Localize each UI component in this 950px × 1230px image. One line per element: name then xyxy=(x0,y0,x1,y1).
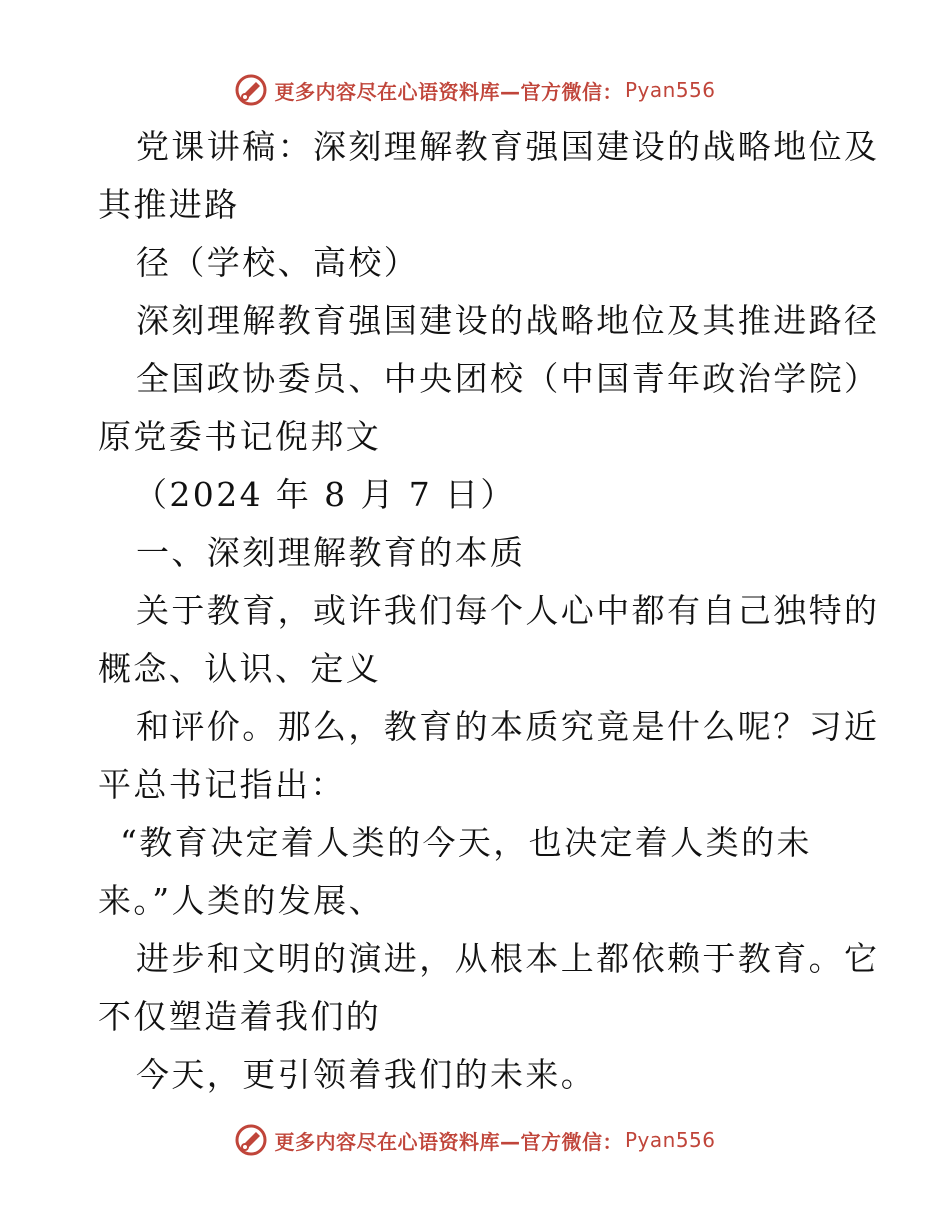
watermark-text: 更多内容尽在心语资料库—官方微信： xyxy=(274,1129,623,1154)
text-line: 深刻理解教育强国建设的战略地位及其推进路径 xyxy=(136,301,880,340)
quote-line: “教育决定着人类的今天，也决定着人类的未 xyxy=(120,823,812,862)
text-line: 党课讲稿：深刻理解教育强国建设的战略地位及 xyxy=(136,127,880,166)
text-line: 全国政协委员、中央团校（中国青年政治学院） xyxy=(136,359,880,398)
text-line: 径（学校、高校） xyxy=(136,243,420,282)
text-line: 不仅塑造着我们的 xyxy=(98,997,382,1036)
date-line: （2024 年 8 月 7 日） xyxy=(134,475,516,514)
header-watermark xyxy=(0,68,950,112)
watermark-wechat-id: Pyan556 xyxy=(624,1128,716,1152)
text-line: 原党委书记倪邦文 xyxy=(98,417,382,456)
text-line: 关于教育，或许我们每个人心中都有自己独特的 xyxy=(136,591,880,630)
text-line: 其推进路 xyxy=(98,185,240,224)
watermark-text: 更多内容尽在心语资料库—官方微信： xyxy=(274,79,623,104)
text-line: 来。”人类的发展、 xyxy=(98,881,384,920)
text-line: 和评价。那么，教育的本质究竟是什么呢？习近 xyxy=(136,707,880,746)
watermark-wechat-id: Pyan556 xyxy=(624,78,716,102)
text-line: 进步和文明的演进，从根本上都依赖于教育。它 xyxy=(136,939,880,978)
seal-logo-icon xyxy=(234,1123,268,1157)
section-heading: 一、深刻理解教育的本质 xyxy=(136,533,526,572)
text-line: 今天，更引领着我们的未来。 xyxy=(136,1055,597,1094)
seal-logo-icon xyxy=(234,73,268,107)
footer-watermark xyxy=(0,1118,950,1162)
text-line: 概念、认识、定义 xyxy=(98,649,382,688)
text-line: 平总书记指出： xyxy=(98,765,346,804)
document-body xyxy=(98,118,880,1104)
